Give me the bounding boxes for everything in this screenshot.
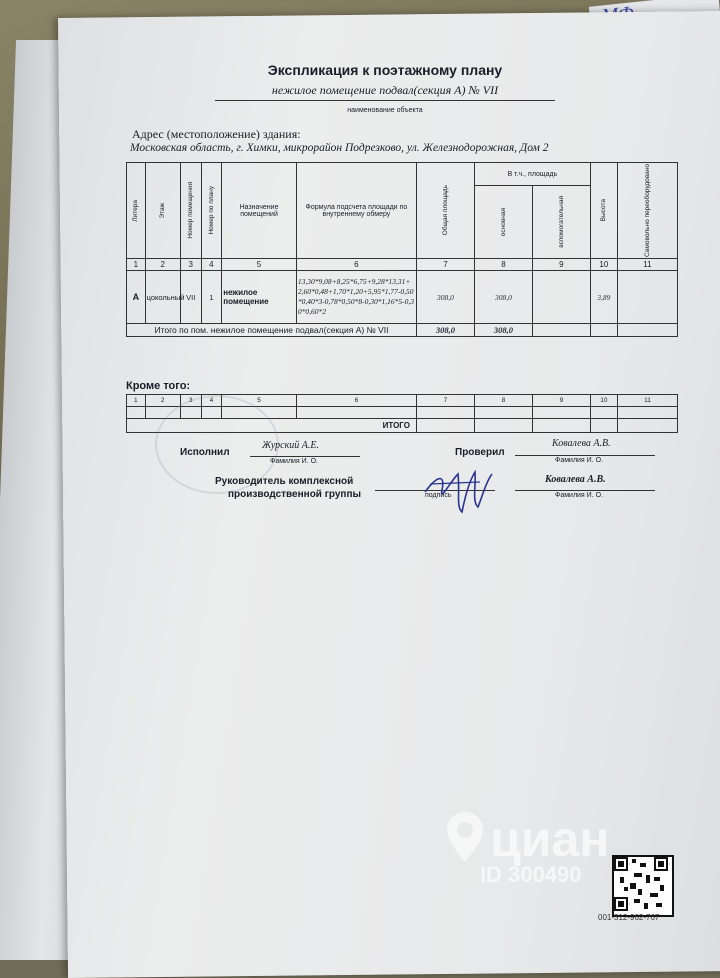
col-num: 10	[590, 395, 617, 407]
col-num: 8	[474, 259, 532, 271]
header-purpose: Назначение помещений	[222, 163, 297, 259]
cell-main-area: 308,0	[474, 271, 532, 324]
cell-total-area: 308,0	[416, 271, 474, 324]
col-num: 4	[201, 259, 222, 271]
executor-label: Исполнил	[180, 447, 230, 458]
col-num: 11	[617, 395, 677, 407]
col-num: 1	[127, 259, 146, 271]
cell-plan-no: 1	[201, 271, 222, 324]
executor-line	[250, 456, 360, 457]
cell-purpose: нежилое помещение	[222, 271, 297, 324]
qr-code-image	[612, 855, 674, 917]
col-num: 3	[180, 395, 201, 407]
total-label: Итого по пом. нежилое помещение подвал(секция А) № VII	[127, 324, 417, 337]
cell-aux-area	[532, 271, 590, 324]
cell-litera: А	[127, 271, 146, 324]
header-main-area: основная	[499, 207, 507, 237]
watermark-brand: циан	[490, 811, 610, 867]
header-litera: Литера	[132, 199, 140, 222]
header-room-no: Номер помещения	[187, 182, 195, 239]
object-caption: наименование объекта	[347, 107, 423, 114]
header-unauthorized: Самовольно переоборудовано	[643, 164, 651, 258]
total-main-area: 308,0	[474, 324, 532, 337]
cell-unauthorized	[617, 271, 677, 324]
col-num: 9	[532, 259, 590, 271]
col-num: 5	[222, 395, 297, 407]
header-aux-area: вспомогательная	[557, 196, 565, 248]
address-value: Московская область, г. Химки, микрорайон Подрезково, ул. Железнодорожная, Дом 2	[130, 142, 549, 154]
col-num: 7	[416, 395, 474, 407]
checker-name: Ковалева А.В.	[552, 438, 611, 449]
head-caption: Фамилия И. О.	[555, 492, 603, 499]
address-label: Адрес (местоположение) здания:	[132, 127, 301, 141]
cell-floor: цокольный	[145, 271, 180, 324]
head-label-line2: производственной группы	[228, 489, 362, 500]
col-num: 3	[180, 259, 201, 271]
total-row	[127, 324, 678, 337]
col-num: 6	[296, 395, 416, 407]
handwritten-signature	[420, 462, 495, 517]
col-num: 6	[296, 259, 416, 271]
itogo-label: ИТОГО	[127, 419, 417, 433]
col-num: 4	[201, 395, 222, 407]
total-empty-cell	[617, 324, 677, 337]
executor-caption: Фамилия И. О.	[270, 458, 318, 465]
col-num: 1	[127, 395, 146, 407]
header-floor: Этаж	[159, 202, 167, 219]
col-num: 7	[416, 259, 474, 271]
document-title: Экспликация к поэтажному плану	[267, 62, 503, 78]
document-page	[58, 11, 720, 978]
watermark-id: ID 300490	[480, 862, 582, 887]
col-num: 2	[145, 395, 180, 407]
checker-caption: Фамилия И. О.	[555, 457, 603, 464]
qr-code-text: 001-312-962-767	[598, 913, 660, 922]
col-num: 10	[590, 259, 617, 271]
head-label-line1: Руководитель комплексной	[215, 476, 354, 487]
head-name: Ковалева А.В.	[545, 474, 606, 485]
col-num: 5	[222, 259, 297, 271]
col-num: 8	[474, 395, 532, 407]
col-num: 2	[145, 259, 180, 271]
total-area: 308,0	[416, 324, 474, 337]
total-empty-cell	[532, 324, 590, 337]
object-name: нежилое помещение подвал(секция А) № VII	[271, 83, 499, 97]
column-number-row	[127, 259, 678, 271]
checker-label: Проверил	[455, 447, 505, 458]
cell-height: 3,89	[590, 271, 617, 324]
signature-caption: подпись	[425, 492, 452, 499]
table-row	[127, 271, 678, 324]
cell-formula: 13,30*9,08+8,25*6,75+9,28*13,31+2,60*0,48+1,70*1,20+5,95*1,77-0,50*0,40*3-0,78*0,50*8-0,30*1,16*5-0,30*0,60*2	[296, 271, 416, 324]
total-empty-cell	[590, 324, 617, 337]
besides-label: Кроме того:	[126, 380, 191, 392]
executor-name: Журский А.Е.	[262, 440, 320, 451]
cell-room-no: VII	[180, 271, 201, 324]
header-height: Высота	[600, 199, 608, 222]
col-num: 11	[617, 259, 677, 271]
header-plan-no: Номер по плану	[207, 186, 215, 235]
location-pin-icon	[445, 810, 485, 865]
header-formula: Формула подсчета площади по внутреннему обмеру	[296, 163, 416, 259]
header-incl-area: В т.ч., площадь	[474, 163, 590, 186]
head-name-line	[515, 490, 655, 491]
object-name-line	[205, 83, 565, 116]
header-total-area: Общая площадь	[441, 185, 449, 236]
checker-line	[515, 455, 655, 456]
col-num: 9	[532, 395, 590, 407]
explication-table	[126, 162, 678, 337]
